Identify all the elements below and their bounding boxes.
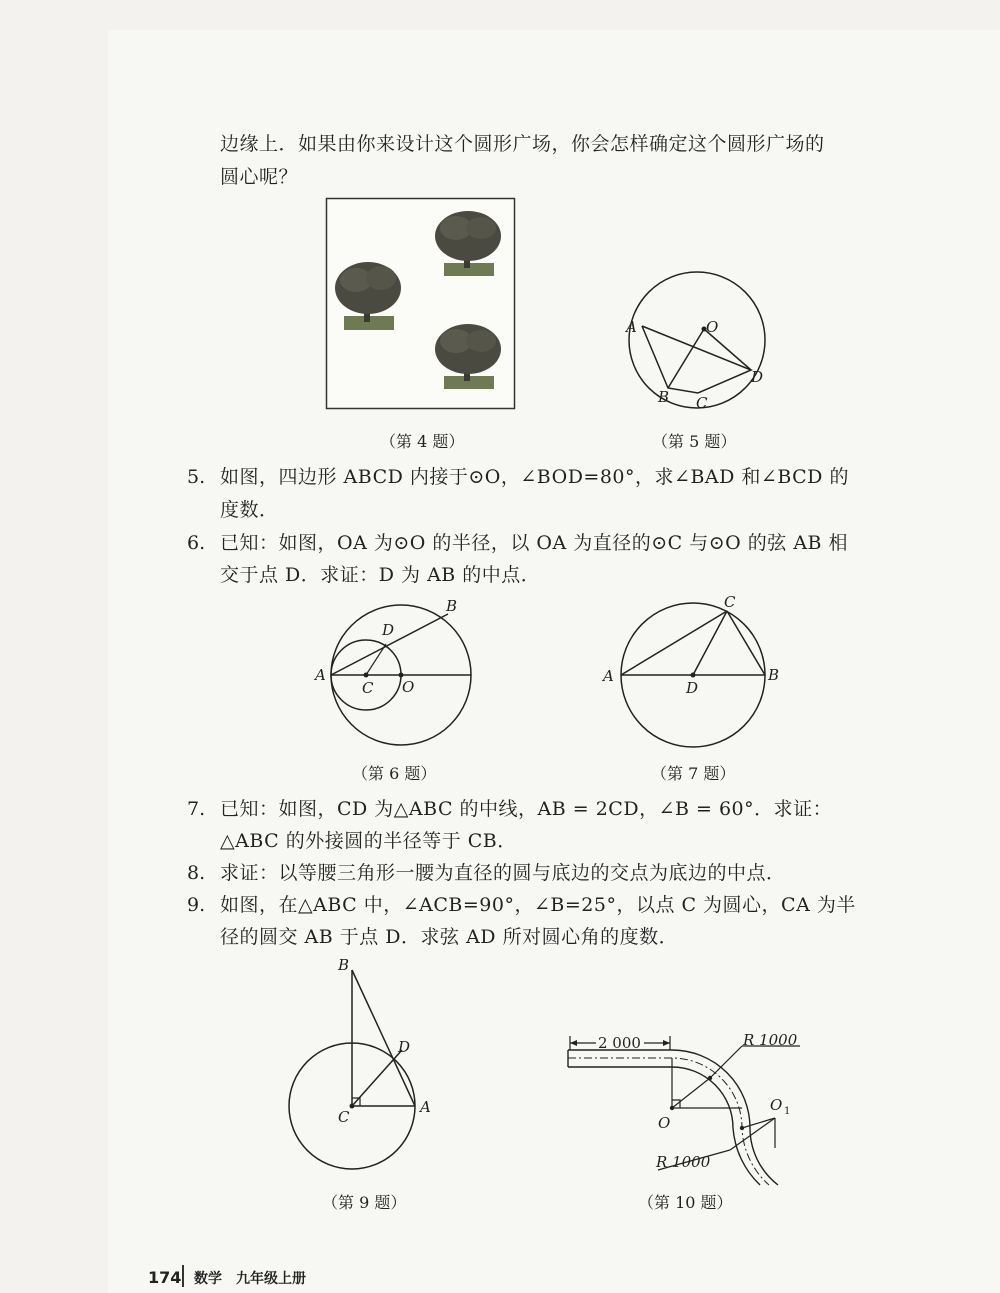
fig6-label-B: B: [446, 597, 458, 615]
problem-5-line-2: 度数．: [220, 499, 279, 521]
fig7-label-C: C: [724, 593, 736, 611]
problem-9-line-1: 如图，在△ABC 中，∠ACB=90°，∠B=25°，以点 C 为圆心，CA 为半: [220, 894, 856, 916]
fig7-label-D: D: [686, 679, 699, 697]
fig10-label-r2: R 1000: [656, 1153, 711, 1171]
problem-6-number: 6.: [187, 532, 206, 554]
fig10-label-r1: R 1000: [743, 1031, 798, 1049]
textbook-page: [108, 30, 1000, 1293]
intro-line-2: 圆心呢？: [220, 166, 299, 188]
tree-bottom-icon: [435, 324, 501, 389]
fig10-label-O1-sub: 1: [784, 1106, 791, 1117]
fig6-label-D: D: [382, 621, 395, 639]
problem-5-number: 5.: [187, 466, 206, 488]
fig9-diagram: [280, 950, 440, 1175]
page-number: 174: [148, 1268, 182, 1287]
fig9-label-A: A: [420, 1098, 431, 1116]
footer-book-title: 数学 九年级上册: [194, 1271, 306, 1287]
fig9-label-D: D: [398, 1038, 411, 1056]
footer-divider: [182, 1265, 184, 1287]
problem-5-line-1: 如图，四边形 ABCD 内接于⊙O，∠BOD=80°，求∠BAD 和∠BCD 的: [220, 466, 849, 488]
fig9-label-C: C: [338, 1108, 350, 1126]
fig5-label-O: O: [706, 318, 719, 336]
problem-6-line-2: 交于点 D．求证：D 为 AB 的中点．: [220, 564, 541, 586]
problem-8-number: 8.: [187, 862, 206, 884]
fig7-label-B: B: [768, 666, 780, 684]
problem-7-line-2: △ABC 的外接圆的半径等于 CB．: [220, 830, 517, 852]
intro-line-1: 边缘上．如果由你来设计这个圆形广场，你会怎样确定这个圆形广场的: [220, 133, 825, 155]
fig6-label-C: C: [362, 679, 374, 697]
problem-6-line-1: 已知：如图，OA 为⊙O 的半径，以 OA 为直径的⊙C 与⊙O 的弦 AB 相: [220, 532, 849, 554]
problem-7-number: 7.: [187, 798, 206, 820]
tree-left-icon: [335, 262, 401, 330]
fig10-label-dist: 2 000: [598, 1034, 641, 1052]
fig4-caption: （第 4 题）: [380, 432, 465, 451]
fig9-caption: （第 9 题）: [322, 1193, 407, 1212]
fig5-label-C: C: [696, 394, 708, 412]
fig6-label-A: A: [315, 666, 326, 684]
fig10-label-O1: O: [770, 1096, 783, 1114]
fig7-caption: （第 7 题）: [651, 764, 736, 783]
problem-9-number: 9.: [187, 894, 206, 916]
problem-7-line-1: 已知：如图，CD 为△ABC 的中线，AB = 2CD，∠B = 60°．求证：: [220, 798, 833, 820]
tree-top-icon: [435, 211, 501, 276]
fig6-label-O: O: [402, 678, 415, 696]
fig9-label-B: B: [338, 956, 350, 974]
problem-9-line-2: 径的圆交 AB 于点 D．求弦 AD 所对圆心角的度数．: [220, 926, 679, 948]
fig10-caption: （第 10 题）: [638, 1193, 733, 1212]
fig10-label-O: O: [658, 1114, 671, 1132]
fig7-diagram: [600, 590, 785, 750]
fig6-caption: （第 6 题）: [352, 764, 437, 783]
fig5-label-B: B: [658, 388, 670, 406]
fig7-label-A: A: [603, 667, 614, 685]
fig5-label-D: D: [751, 368, 764, 386]
fig5-caption: （第 5 题）: [652, 432, 737, 451]
fig5-diagram: [620, 270, 770, 420]
fig6-diagram: [310, 595, 480, 750]
fig5-label-A: A: [626, 318, 637, 336]
fig10-pipe-diagram: [560, 1030, 810, 1185]
fig4-trees-photo: [326, 198, 516, 410]
problem-8-line-1: 求证：以等腰三角形一腰为直径的圆与底边的交点为底边的中点．: [220, 862, 786, 884]
